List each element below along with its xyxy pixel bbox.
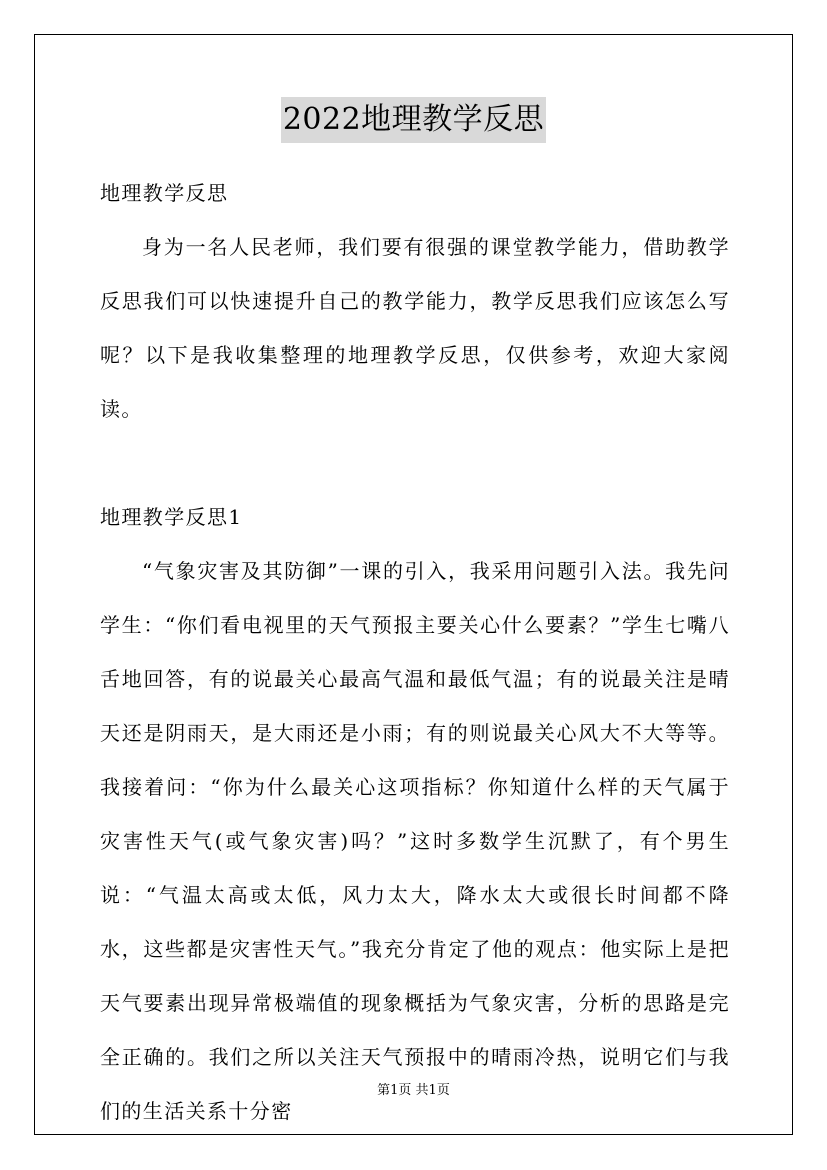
page-footer: 第1页 共1页 [377,1083,450,1098]
section1-heading: 地理教学反思1 [100,505,243,529]
document-title: 2022地理教学反思 [281,97,546,143]
intro-paragraph: 身为一名人民老师，我们要有很强的课堂教学能力，借助教学反思我们可以快速提升自己的教学能力，教学反思我们应该怎么写呢？以下是我收集整理的地理教学反思，仅供参考，欢迎大家阅读。 [100,235,730,421]
section1-paragraph: “气象灾害及其防御”一课的引入，我采用问题引入法。我先问学生：“你们看电视里的天气预报主要关心什么要素？”学生七嘴八舌地回答，有的说最关心最高气温和最低气温；有的说最关注是晴天还是阴雨天，是大雨还是小雨；有的则说最关心风大不大等等。我接着问：“你为什么最关心这项指标？你知道什么样的天气属于灾害性天气(或气象灾害)吗？”这时多数学生沉默了，有个男生说：“气温太高或太低，风力太大，降水太大或很长时间都不降水，这些都是灾害性天气。”我充分肯定了他的观点：他实际上是把天气要素出现异常极端值的现象概括为气象灾害，分析的思路是完全正确的。我们之所以关注天气预报中的晴雨冷热，说明它们与我们的生活关系十分密 [100,559,730,1123]
intro-heading: 地理教学反思 [100,181,229,205]
title-container [0,97,827,143]
section-spacer [100,436,730,490]
document-body [100,166,730,1138]
